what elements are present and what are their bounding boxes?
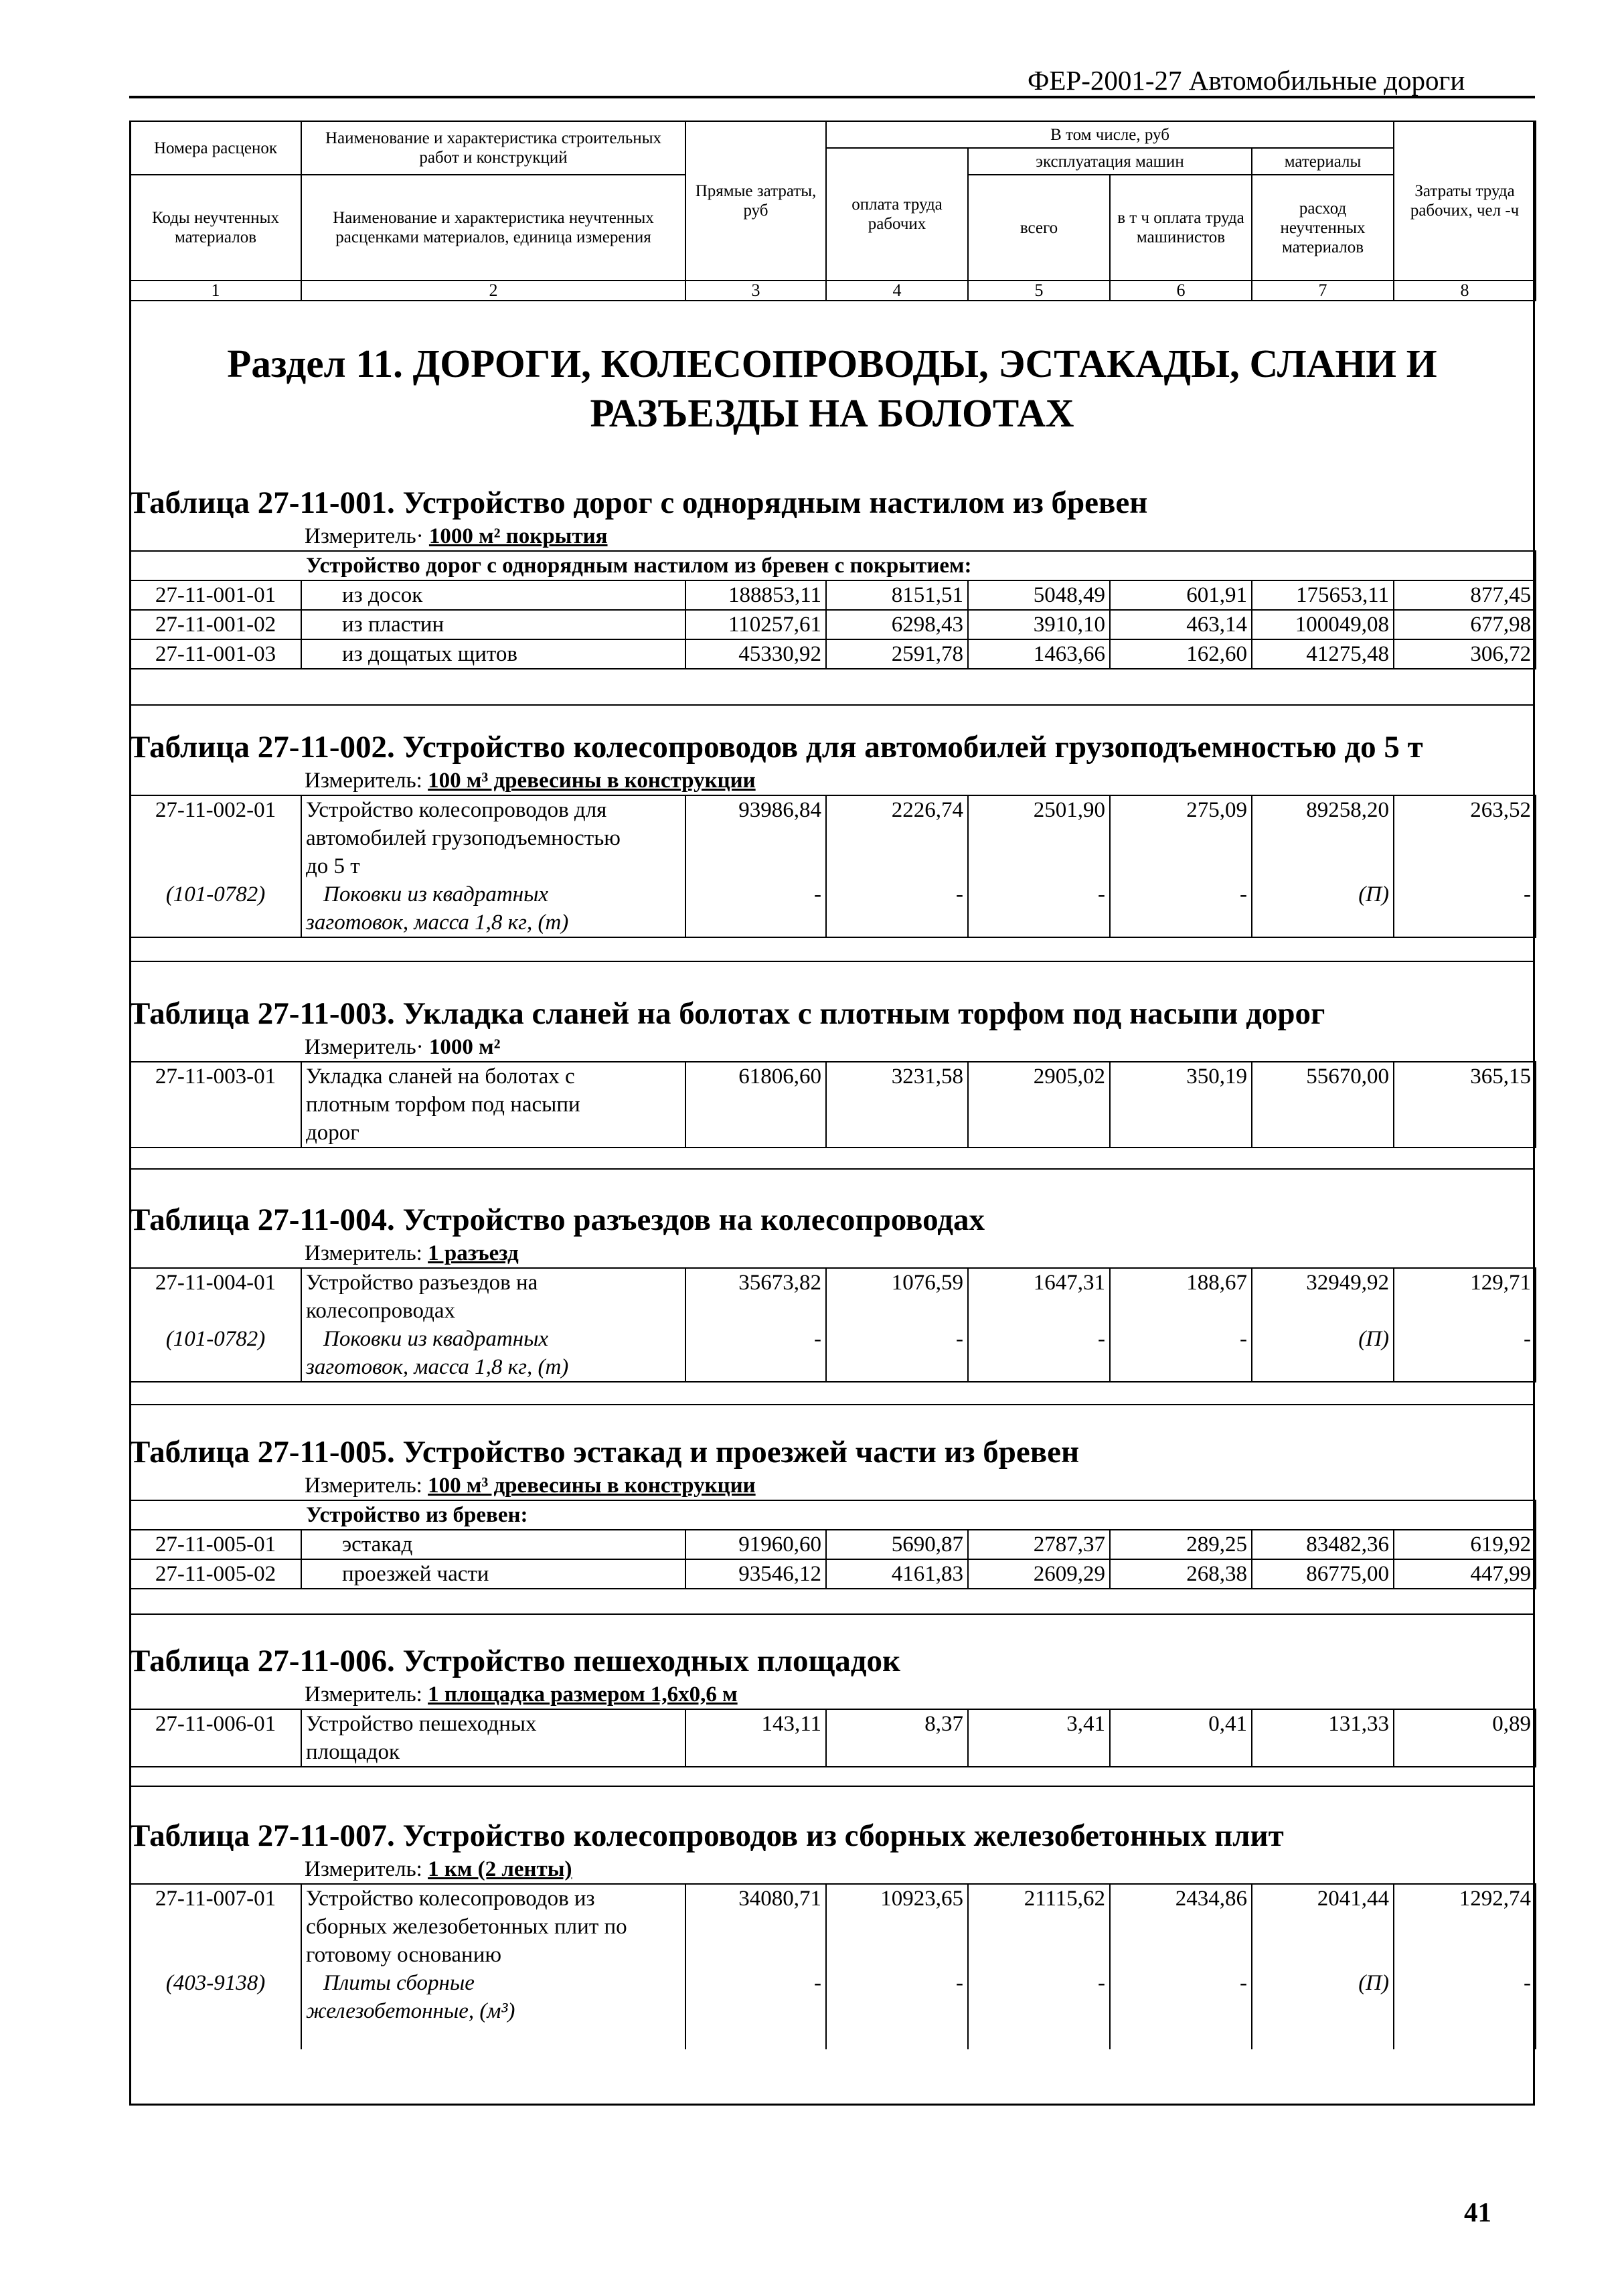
- table-title: Таблица 27-11-003. Укладка сланей на болотах с плотным торфом под насыпи дорог: [129, 996, 1325, 1031]
- table-title: Таблица 27-11-002. Устройство колесопроводов для автомобилей грузоподъемностью до 5 т: [129, 730, 1423, 765]
- material-name: [301, 1325, 685, 1382]
- rates-table: [129, 1267, 1536, 1383]
- labor-pay: -: [826, 1325, 968, 1382]
- rate-name-line: Укладка сланей на болотах с: [306, 1064, 575, 1089]
- material-code: (101-0782): [130, 1325, 301, 1382]
- machines-total: 21115,62: [968, 1884, 1110, 1969]
- header-rule: [129, 96, 1535, 98]
- labor-pay: 2226,74: [826, 795, 968, 880]
- rate-code: 27-11-007-01: [130, 1884, 301, 1969]
- table-separator: [129, 1786, 1535, 1787]
- table-separator: [129, 1613, 1535, 1615]
- rate-name-line: дорог: [306, 1121, 359, 1145]
- direct-cost: 61806,60: [685, 1062, 826, 1148]
- material-row: [130, 1325, 1536, 1382]
- direct-cost: 143,11: [685, 1709, 826, 1767]
- labor-hours: 1292,74: [1394, 1884, 1536, 1969]
- materials-cost: (П): [1252, 1325, 1394, 1382]
- measure-value: 100 м³ древесины в конструкции: [428, 1474, 756, 1498]
- rate-code: 27-11-001-03: [130, 639, 301, 669]
- machinist-pay: 188,67: [1110, 1268, 1252, 1325]
- labor-pay: 2591,78: [826, 639, 968, 669]
- material-row: [130, 880, 1536, 937]
- machinist-pay: 463,14: [1110, 610, 1252, 639]
- machinist-pay: -: [1110, 1325, 1252, 1382]
- measure-value: 1 км (2 ленты): [428, 1857, 572, 1881]
- rate-code: 27-11-005-02: [130, 1559, 301, 1589]
- table-row: [130, 1530, 1536, 1559]
- table-title: Таблица 27-11-006. Устройство пешеходных площадок: [129, 1644, 901, 1678]
- rate-code: 27-11-001-02: [130, 610, 301, 639]
- machinist-pay: 601,91: [1110, 580, 1252, 610]
- table-27-11-005: [129, 1433, 1535, 1589]
- material-name-line: заготовок, масса 1,8 кг, (т): [306, 1355, 569, 1379]
- machines-header: эксплуатация машин: [968, 148, 1252, 175]
- machinist-pay: 275,09: [1110, 795, 1252, 880]
- measure-label: Измеритель·: [305, 524, 424, 548]
- machines-total: 1647,31: [968, 1268, 1110, 1325]
- labor-pay: 8,37: [826, 1709, 968, 1767]
- material-name-line: Поковки из квадратных: [323, 882, 549, 906]
- measure-label: Измеритель·: [305, 1035, 424, 1059]
- col3-header: Прямые затраты, руб: [685, 121, 826, 281]
- table-27-11-004: [129, 1200, 1535, 1383]
- labor-pay: 1076,59: [826, 1268, 968, 1325]
- table-row: [130, 1268, 1536, 1325]
- materials-cost: 41275,48: [1252, 639, 1394, 669]
- labor-hours: 263,52: [1394, 795, 1536, 880]
- table-separator: [129, 1404, 1535, 1405]
- rate-name-line: Устройство пешеходных: [306, 1712, 537, 1736]
- measure-value: 1000 м²: [428, 1035, 501, 1059]
- labor-pay: 5690,87: [826, 1530, 968, 1559]
- rate-name-line: готовому основанию: [306, 1943, 502, 1967]
- machines-total: 3910,10: [968, 610, 1110, 639]
- machines-total: 2501,90: [968, 795, 1110, 880]
- rate-name-line: площадок: [306, 1740, 400, 1764]
- page-number: 41: [1464, 2197, 1491, 2227]
- rates-table: [129, 1883, 1536, 2049]
- table-27-11-003: [129, 994, 1535, 1148]
- rate-name: [301, 1709, 685, 1767]
- rates-table: [129, 1500, 1536, 1589]
- measure-value: 1 разъезд: [428, 1241, 519, 1265]
- col5-header: всего: [968, 175, 1110, 281]
- materials-cost: 100049,08: [1252, 610, 1394, 639]
- machinist-pay: 0,41: [1110, 1709, 1252, 1767]
- rates-table: [129, 1061, 1536, 1148]
- machines-total: 1463,66: [968, 639, 1110, 669]
- col-number: 4: [826, 281, 968, 301]
- rate-code: 27-11-003-01: [130, 1062, 301, 1148]
- rate-name: [301, 795, 685, 880]
- table-title: Таблица 27-11-004. Устройство разъездов на колесопроводах: [129, 1202, 985, 1237]
- labor-hours: 306,72: [1394, 639, 1536, 669]
- rate-code: 27-11-006-01: [130, 1709, 301, 1767]
- col-number: 2: [301, 281, 685, 301]
- materials-cost: 32949,92: [1252, 1268, 1394, 1325]
- table-row: [130, 639, 1536, 669]
- measure-label: Измеритель:: [305, 1857, 422, 1881]
- table-separator: [129, 961, 1535, 962]
- measure-line: [305, 1033, 1535, 1061]
- direct-cost: -: [685, 1325, 826, 1382]
- direct-cost: 34080,71: [685, 1884, 826, 1969]
- measure-value: 100 м³ древесины в конструкции: [428, 769, 756, 793]
- measure-label: Измеритель:: [305, 1474, 422, 1498]
- machines-total: 2787,37: [968, 1530, 1110, 1559]
- rate-code: 27-11-001-01: [130, 580, 301, 610]
- material-name: [301, 880, 685, 937]
- labor-pay: 8151,51: [826, 580, 968, 610]
- labor-pay: -: [826, 1969, 968, 2049]
- labor-hours: 677,98: [1394, 610, 1536, 639]
- machines-total: 5048,49: [968, 580, 1110, 610]
- table-row: [130, 1709, 1536, 1767]
- material-code: (403-9138): [130, 1969, 301, 2049]
- measure-value: 1 площадка размером 1,6х0,6 м: [428, 1682, 738, 1707]
- table-separator: [129, 704, 1535, 706]
- rates-table: [129, 1709, 1536, 1767]
- group-header: Устройство дорог с однорядным настилом из бревен с покрытием:: [130, 551, 1536, 580]
- material-name-line: заготовок, масса 1,8 кг, (т): [306, 911, 569, 935]
- col-number: 6: [1110, 281, 1252, 301]
- rates-table: [129, 550, 1536, 669]
- table-row: [130, 610, 1536, 639]
- measure-line: [305, 1472, 1535, 1500]
- machines-total: 2609,29: [968, 1559, 1110, 1589]
- machinist-pay: 289,25: [1110, 1530, 1252, 1559]
- running-header: ФЕР-2001-27 Автомобильные дороги: [1028, 65, 1465, 96]
- direct-cost: -: [685, 1969, 826, 2049]
- direct-cost: -: [685, 880, 826, 937]
- section-title-line1: Раздел 11. ДОРОГИ, КОЛЕСОПРОВОДЫ, ЭСТАКАДЫ, СЛАНИ И: [227, 341, 1437, 386]
- measure-line: [305, 767, 1535, 795]
- materials-cost: 131,33: [1252, 1709, 1394, 1767]
- labor-hours: -: [1394, 1969, 1536, 2049]
- in-that-header: В том числе, руб: [826, 121, 1394, 148]
- materials-cost: 86775,00: [1252, 1559, 1394, 1589]
- material-name-line: Поковки из квадратных: [323, 1327, 549, 1351]
- labor-hours: 619,92: [1394, 1530, 1536, 1559]
- group-header: Устройство из бревен:: [130, 1500, 1536, 1530]
- rate-name-line: колесопроводах: [306, 1299, 456, 1323]
- materials-cost: 83482,36: [1252, 1530, 1394, 1559]
- machinist-pay: 268,38: [1110, 1559, 1252, 1589]
- direct-cost: 188853,11: [685, 580, 826, 610]
- rate-name: из досок: [301, 580, 685, 610]
- table-row: [130, 1559, 1536, 1589]
- machines-total: -: [968, 1325, 1110, 1382]
- rate-name-line: автомобилей грузоподъемностью: [306, 826, 621, 850]
- direct-cost: 35673,82: [685, 1268, 826, 1325]
- rate-name-line: Устройство колесопроводов из: [306, 1887, 595, 1911]
- col-number: 8: [1394, 281, 1536, 301]
- materials-cost: 55670,00: [1252, 1062, 1394, 1148]
- labor-hours: -: [1394, 880, 1536, 937]
- col1-top-header: Номера расценок: [130, 121, 301, 175]
- table-row: [130, 580, 1536, 610]
- col-number: 1: [130, 281, 301, 301]
- machinist-pay: 350,19: [1110, 1062, 1252, 1148]
- materials-cost: (П): [1252, 1969, 1394, 2049]
- col4-header: оплата труда рабочих: [826, 148, 968, 281]
- rate-name-line: плотным торфом под насыпи: [306, 1093, 580, 1117]
- labor-pay: 6298,43: [826, 610, 968, 639]
- material-name-line: Плиты сборные: [323, 1971, 475, 1995]
- material-name: [301, 1969, 685, 2049]
- machinist-pay: -: [1110, 1969, 1252, 2049]
- labor-hours: 447,99: [1394, 1559, 1536, 1589]
- direct-cost: 93986,84: [685, 795, 826, 880]
- measure-value: 1000 м² покрытия: [428, 524, 608, 548]
- table-27-11-002: [129, 728, 1535, 938]
- direct-cost: 110257,61: [685, 610, 826, 639]
- material-name-line: железобетонные, (м³): [306, 1999, 515, 2023]
- labor-hours: -: [1394, 1325, 1536, 1382]
- col1-bottom-header: Коды неучтенных материалов: [130, 175, 301, 281]
- material-code: (101-0782): [130, 880, 301, 937]
- col-number: 3: [685, 281, 826, 301]
- materials-cost: (П): [1252, 880, 1394, 937]
- rate-name: эстакад: [301, 1530, 685, 1559]
- machinist-pay: 2434,86: [1110, 1884, 1252, 1969]
- materials-cost: 89258,20: [1252, 795, 1394, 880]
- labor-pay: 4161,83: [826, 1559, 968, 1589]
- col-number: 7: [1252, 281, 1394, 301]
- machines-total: -: [968, 880, 1110, 937]
- col-number: 5: [968, 281, 1110, 301]
- col7-header: расход неучтенных материалов: [1252, 175, 1394, 281]
- col2-bottom-header: Наименование и характеристика неучтенных расценками материалов, единица измерения: [301, 175, 685, 281]
- measure-line: [305, 522, 1535, 550]
- table-row: [130, 1884, 1536, 1969]
- machinist-pay: -: [1110, 880, 1252, 937]
- measure-line: [305, 1239, 1535, 1267]
- rate-name: [301, 1062, 685, 1148]
- machines-total: 3,41: [968, 1709, 1110, 1767]
- direct-cost: 45330,92: [685, 639, 826, 669]
- table-separator: [129, 1168, 1535, 1170]
- rate-code: 27-11-004-01: [130, 1268, 301, 1325]
- rate-name-line: Устройство разъездов на: [306, 1271, 538, 1295]
- section-title-line2: РАЗЪЕЗДЫ НА БОЛОТАХ: [590, 391, 1074, 435]
- measure-line: [305, 1855, 1535, 1883]
- table-27-11-006: [129, 1642, 1535, 1767]
- rate-name: [301, 1268, 685, 1325]
- table-row: [130, 795, 1536, 880]
- rates-table: [129, 795, 1536, 938]
- rate-name: проезжей части: [301, 1559, 685, 1589]
- labor-hours: 877,45: [1394, 580, 1536, 610]
- direct-cost: 93546,12: [685, 1559, 826, 1589]
- material-row: [130, 1969, 1536, 2049]
- labor-hours: 365,15: [1394, 1062, 1536, 1148]
- table-27-11-001: [129, 483, 1535, 669]
- measure-label: Измеритель:: [305, 1682, 422, 1707]
- col2-top-header: Наименование и характеристика строительных работ и конструкций: [301, 121, 685, 175]
- rate-code: 27-11-005-01: [130, 1530, 301, 1559]
- rate-name-line: до 5 т: [306, 854, 360, 878]
- column-header-table: [129, 121, 1536, 301]
- machines-total: -: [968, 1969, 1110, 2049]
- col6-header: в т ч оплата труда машинистов: [1110, 175, 1252, 281]
- direct-cost: 91960,60: [685, 1530, 826, 1559]
- table-title: Таблица 27-11-005. Устройство эстакад и проезжей части из бревен: [129, 1435, 1080, 1470]
- labor-pay: -: [826, 880, 968, 937]
- table-row: [130, 1062, 1536, 1148]
- labor-hours: 129,71: [1394, 1268, 1536, 1325]
- table-title: Таблица 27-11-001. Устройство дорог с однорядным настилом из бревен: [129, 485, 1148, 520]
- measure-label: Измеритель:: [305, 1241, 422, 1265]
- machines-total: 2905,02: [968, 1062, 1110, 1148]
- labor-pay: 3231,58: [826, 1062, 968, 1148]
- rate-code: 27-11-002-01: [130, 795, 301, 880]
- rate-name-line: сборных железобетонных плит по: [306, 1915, 627, 1939]
- rate-name: из дощатых щитов: [301, 639, 685, 669]
- measure-line: [305, 1680, 1535, 1709]
- col8-header: Затраты труда рабочих, чел -ч: [1394, 121, 1536, 281]
- rate-name-line: Устройство колесопроводов для: [306, 798, 607, 822]
- labor-hours: 0,89: [1394, 1709, 1536, 1767]
- machinist-pay: 162,60: [1110, 639, 1252, 669]
- materials-cost: 2041,44: [1252, 1884, 1394, 1969]
- materials-cost: 175653,11: [1252, 580, 1394, 610]
- rate-name: из пластин: [301, 610, 685, 639]
- rate-name: [301, 1884, 685, 1969]
- table-title: Таблица 27-11-007. Устройство колесопроводов из сборных железобетонных плит: [129, 1818, 1284, 1853]
- labor-pay: 10923,65: [826, 1884, 968, 1969]
- materials-header: материалы: [1252, 148, 1394, 175]
- measure-label: Измеритель:: [305, 769, 422, 793]
- table-27-11-007: [129, 1816, 1535, 2049]
